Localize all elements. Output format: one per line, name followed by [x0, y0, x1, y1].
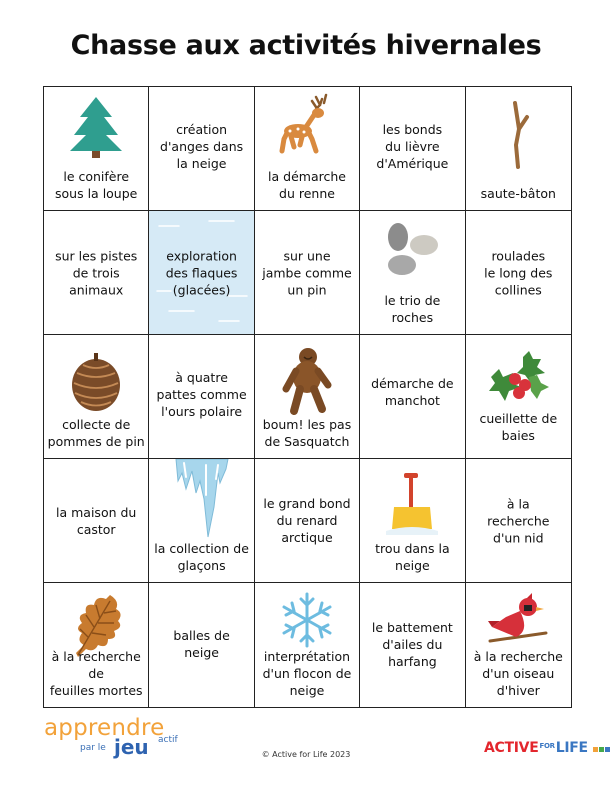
cell-label: la maison du castor: [56, 504, 137, 537]
cell-flaques: [149, 211, 254, 335]
logo-actif-text: actif: [158, 735, 178, 745]
cell-renne: [255, 87, 360, 211]
reindeer-icon: [276, 93, 338, 163]
cell-label: saute-bâton: [480, 186, 556, 201]
pine-tree-icon: [66, 95, 126, 159]
logo-for-text: FOR: [539, 742, 555, 750]
cell-feuilles: [44, 583, 149, 707]
cell-label: la collection de glaçons: [154, 541, 249, 573]
cell-roulades: [466, 211, 571, 335]
cell-oiseau: [466, 583, 571, 707]
logo-apprendre-text: apprendre: [44, 715, 165, 741]
cell-jambe: [255, 211, 360, 335]
pinecone-icon: [69, 349, 123, 415]
cell-label: création d'anges dans la neige: [160, 122, 244, 171]
active-for-life-logo: [484, 740, 610, 756]
cell-label: roulades le long des collines: [484, 248, 553, 297]
cell-label: collecte de pommes de pin: [47, 417, 145, 449]
cell-pommes-pin: [44, 335, 149, 459]
page-title: Chasse aux activités hivernales: [70, 30, 542, 61]
cell-anges: [149, 87, 254, 211]
logo-dot-green: [599, 747, 604, 752]
cell-ours: [149, 335, 254, 459]
cell-label: la démarche du renne: [268, 169, 346, 201]
cell-label: démarche de manchot: [371, 376, 454, 408]
cell-trou: [360, 459, 465, 583]
cell-label: les bonds du lièvre d'Amérique: [376, 122, 449, 171]
cell-label: à la recherche de feuilles mortes: [49, 649, 143, 698]
cell-conifere: [44, 87, 149, 211]
logo-dot-orange: [593, 747, 598, 752]
cell-flocon: [255, 583, 360, 707]
cell-balles: [149, 583, 254, 707]
cell-label: sur une jambe comme un pin: [262, 248, 352, 297]
snowflake-icon: [278, 591, 336, 649]
cell-sasquatch: [255, 335, 360, 459]
cell-label: à quatre pattes comme l'ours polaire: [156, 370, 247, 419]
copyright-text: © Active for Life 2023: [261, 750, 351, 759]
cell-label: le battement d'ailes du harfang: [371, 620, 453, 669]
logo-life-text: LIFE: [555, 740, 588, 756]
cell-label: à la recherche d'un oiseau d'hiver: [473, 649, 563, 698]
logo-dot-blue: [605, 747, 610, 752]
icicles-icon: [174, 459, 230, 539]
cell-label: sur les pistes de trois animaux: [55, 248, 138, 297]
cell-glacons: [149, 459, 254, 583]
cell-label: boum! les pas de Sasquatch: [262, 417, 352, 449]
cell-label: cueillette de baies: [479, 411, 558, 443]
logo-par-le-text: par le: [80, 743, 106, 753]
cell-castor: [44, 459, 149, 583]
cell-harfang: [360, 583, 465, 707]
cell-baies: [466, 335, 571, 459]
sasquatch-icon: [280, 347, 334, 417]
rocks-icon: [380, 221, 444, 281]
cell-label: le grand bond du renard arctique: [263, 496, 351, 545]
holly-berries-icon: [485, 347, 551, 407]
cell-label: trou dans la neige: [375, 541, 450, 573]
cell-label: à la recherche d'un nid: [487, 496, 550, 545]
cell-label: interprétation d'un flocon de neige: [262, 649, 352, 698]
activity-grid: [43, 86, 572, 708]
cell-label: le trio de roches: [384, 293, 441, 325]
stick-icon: [503, 99, 533, 169]
cell-saute-baton: [466, 87, 571, 211]
cell-nid: [466, 459, 571, 583]
cell-label: balles de neige: [173, 628, 230, 660]
shovel-icon: [382, 469, 442, 539]
cardinal-icon: [486, 591, 550, 651]
cell-label: exploration des flaques (glacées): [165, 248, 238, 297]
logo-jeu-text: jeu: [114, 735, 149, 759]
logo-active-text: ACTIVE: [484, 740, 539, 756]
cell-manchot: [360, 335, 465, 459]
cell-label: le conifère sous la loupe: [55, 169, 138, 201]
cell-renard: [255, 459, 360, 583]
apprendre-logo: [44, 715, 194, 759]
cell-lievre: [360, 87, 465, 211]
cell-pistes: [44, 211, 149, 335]
cell-roches: [360, 211, 465, 335]
